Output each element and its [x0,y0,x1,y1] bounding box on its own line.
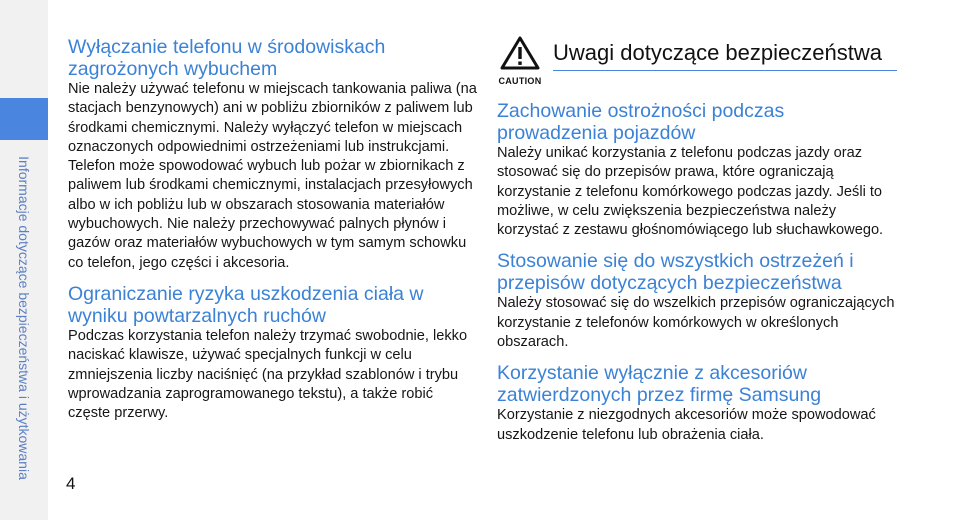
section-body-repetitive-motion: Podczas korzystania telefon należy trzymać swobodnie, lekko naciskać klawisze, używać specjalnych funkcji w celu zmniejszenia liczby naciśnięć (na przykład szablonów i trybu wprowadzania zaprogramowanego tekstu), a także robić częste przerwy. [68,327,468,422]
left-column [68,36,478,423]
page-number: 4 [66,474,76,493]
caution-label: CAUTION [498,76,542,86]
vertical-section-label: Informacje dotyczące bezpieczeństwa i użytkowania [16,156,32,480]
caution-triangle-icon [500,36,540,70]
safety-precautions-title: Uwagi dotyczące bezpieczeństwa [553,40,882,65]
section-heading-repetitive-motion: Ograniczanie ryzyka uszkodzenia ciała w wyniku powtarzalnych ruchów [68,282,424,327]
section-tab-marker [0,98,48,140]
section-heading-regulations: Stosowanie się do wszystkich ostrzeżeń i przepisów dotyczących bezpieczeństwa [497,250,854,295]
section-body-driving: Należy unikać korzystania z telefonu podczas jazdy oraz stosować się do przepisów prawa, które ograniczają korzystanie z telefonu komórkowego podczas jazdy. Jeśli to możliwe, w celu zwiększenia bezpieczeństwa należy korzystać z zestawu głośnomówiącego lub słuchawkowego. [497,145,884,239]
section-body-regulations: Należy stosować się do wszelkich przepisów ograniczających korzystanie z telefonów komórkowych w określonych obszarach. [497,295,895,351]
caution-badge [497,36,543,86]
safety-header [497,36,897,86]
section-heading-driving: Zachowanie ostrożności podczas prowadzenia pojazdów [497,100,785,144]
safety-title-underline [553,36,897,71]
section-body-explosive: Nie należy używać telefonu w miejscach tankowania paliwa (na stacjach benzynowych) ani w pobliżu zbiorników z paliwem lub środkami chemicznymi. Należy wyłączyć telefon w miejscach oznaczonych odpowiednimi ostrzeżeniami lub instrukcjami. Telefon może spowodować wybuch lub pożar w zbiornikach z paliwem lub środkami chemicznymi, instalacjach przesyłowych albo w ich pobliżu lub w obszarach stosowania materiałów wybuchowych. Nie należy przechowywać palnych płynów i gazów oraz materiałów wybuchowych w tym samym schowku co telefon, jego części i akcesoria. [68,81,477,271]
right-column [497,36,897,445]
section-body-accessories: Korzystanie z niezgodnych akcesoriów może spowodować uszkodzenie telefonu lub obrażenia ciała. [497,407,876,443]
section-heading-explosive: Wyłączanie telefonu w środowiskach zagrożonych wybuchem [68,36,386,80]
section-heading-accessories: Korzystanie wyłącznie z akcesoriów zatwierdzonych przez firmę Samsung [497,362,822,407]
